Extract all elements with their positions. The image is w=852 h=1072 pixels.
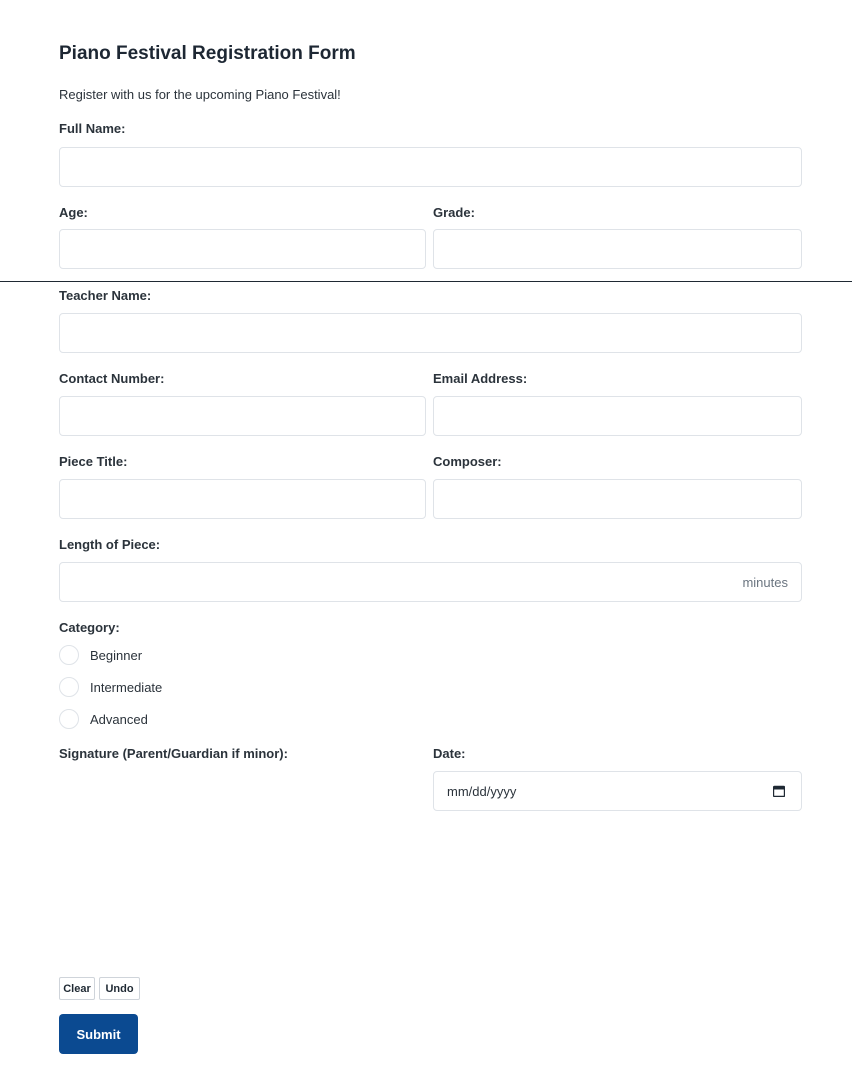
clear-signature-button[interactable]: Clear — [59, 977, 95, 1000]
length-of-piece-label: Length of Piece: — [59, 537, 161, 552]
piece-title-input[interactable] — [59, 479, 426, 519]
radio-button[interactable] — [59, 709, 79, 729]
radio-label: Beginner — [90, 647, 143, 663]
category-option-beginner[interactable] — [59, 644, 142, 666]
date-input[interactable] — [433, 771, 802, 811]
age-label: Age: — [59, 205, 88, 220]
full-name-label: Full Name: — [59, 121, 126, 136]
page-divider — [0, 281, 852, 282]
contact-number-input[interactable] — [59, 396, 426, 436]
composer-input[interactable] — [433, 479, 802, 519]
length-of-piece-input[interactable] — [59, 562, 802, 602]
radio-label: Intermediate — [90, 679, 163, 695]
undo-signature-button[interactable]: Undo — [99, 977, 140, 1000]
category-label: Category: — [59, 620, 120, 635]
minutes-suffix: minutes — [742, 575, 788, 590]
calendar-icon[interactable] — [773, 785, 785, 797]
email-address-label: Email Address: — [433, 371, 528, 386]
grade-label: Grade: — [433, 205, 475, 220]
composer-label: Composer: — [433, 454, 502, 469]
category-option-intermediate[interactable] — [59, 676, 162, 698]
date-label: Date: — [433, 746, 466, 761]
email-address-input[interactable] — [433, 396, 802, 436]
form-subtitle: Register with us for the upcoming Piano Festival! — [59, 87, 341, 102]
radio-button[interactable] — [59, 645, 79, 665]
full-name-input[interactable] — [59, 147, 802, 187]
teacher-name-label: Teacher Name: — [59, 288, 152, 303]
contact-number-label: Contact Number: — [59, 371, 165, 386]
category-option-advanced[interactable] — [59, 708, 148, 730]
submit-button[interactable]: Submit — [59, 1014, 138, 1054]
age-input[interactable] — [59, 229, 426, 269]
piece-title-label: Piece Title: — [59, 454, 128, 469]
page-title: Piano Festival Registration Form — [59, 43, 356, 64]
date-placeholder: mm/dd/yyyy — [447, 784, 517, 799]
signature-label: Signature (Parent/Guardian if minor): — [59, 746, 288, 761]
teacher-name-input[interactable] — [59, 313, 802, 353]
signature-pad[interactable] — [59, 771, 426, 966]
grade-input[interactable] — [433, 229, 802, 269]
radio-button[interactable] — [59, 677, 79, 697]
radio-label: Advanced — [90, 711, 148, 727]
